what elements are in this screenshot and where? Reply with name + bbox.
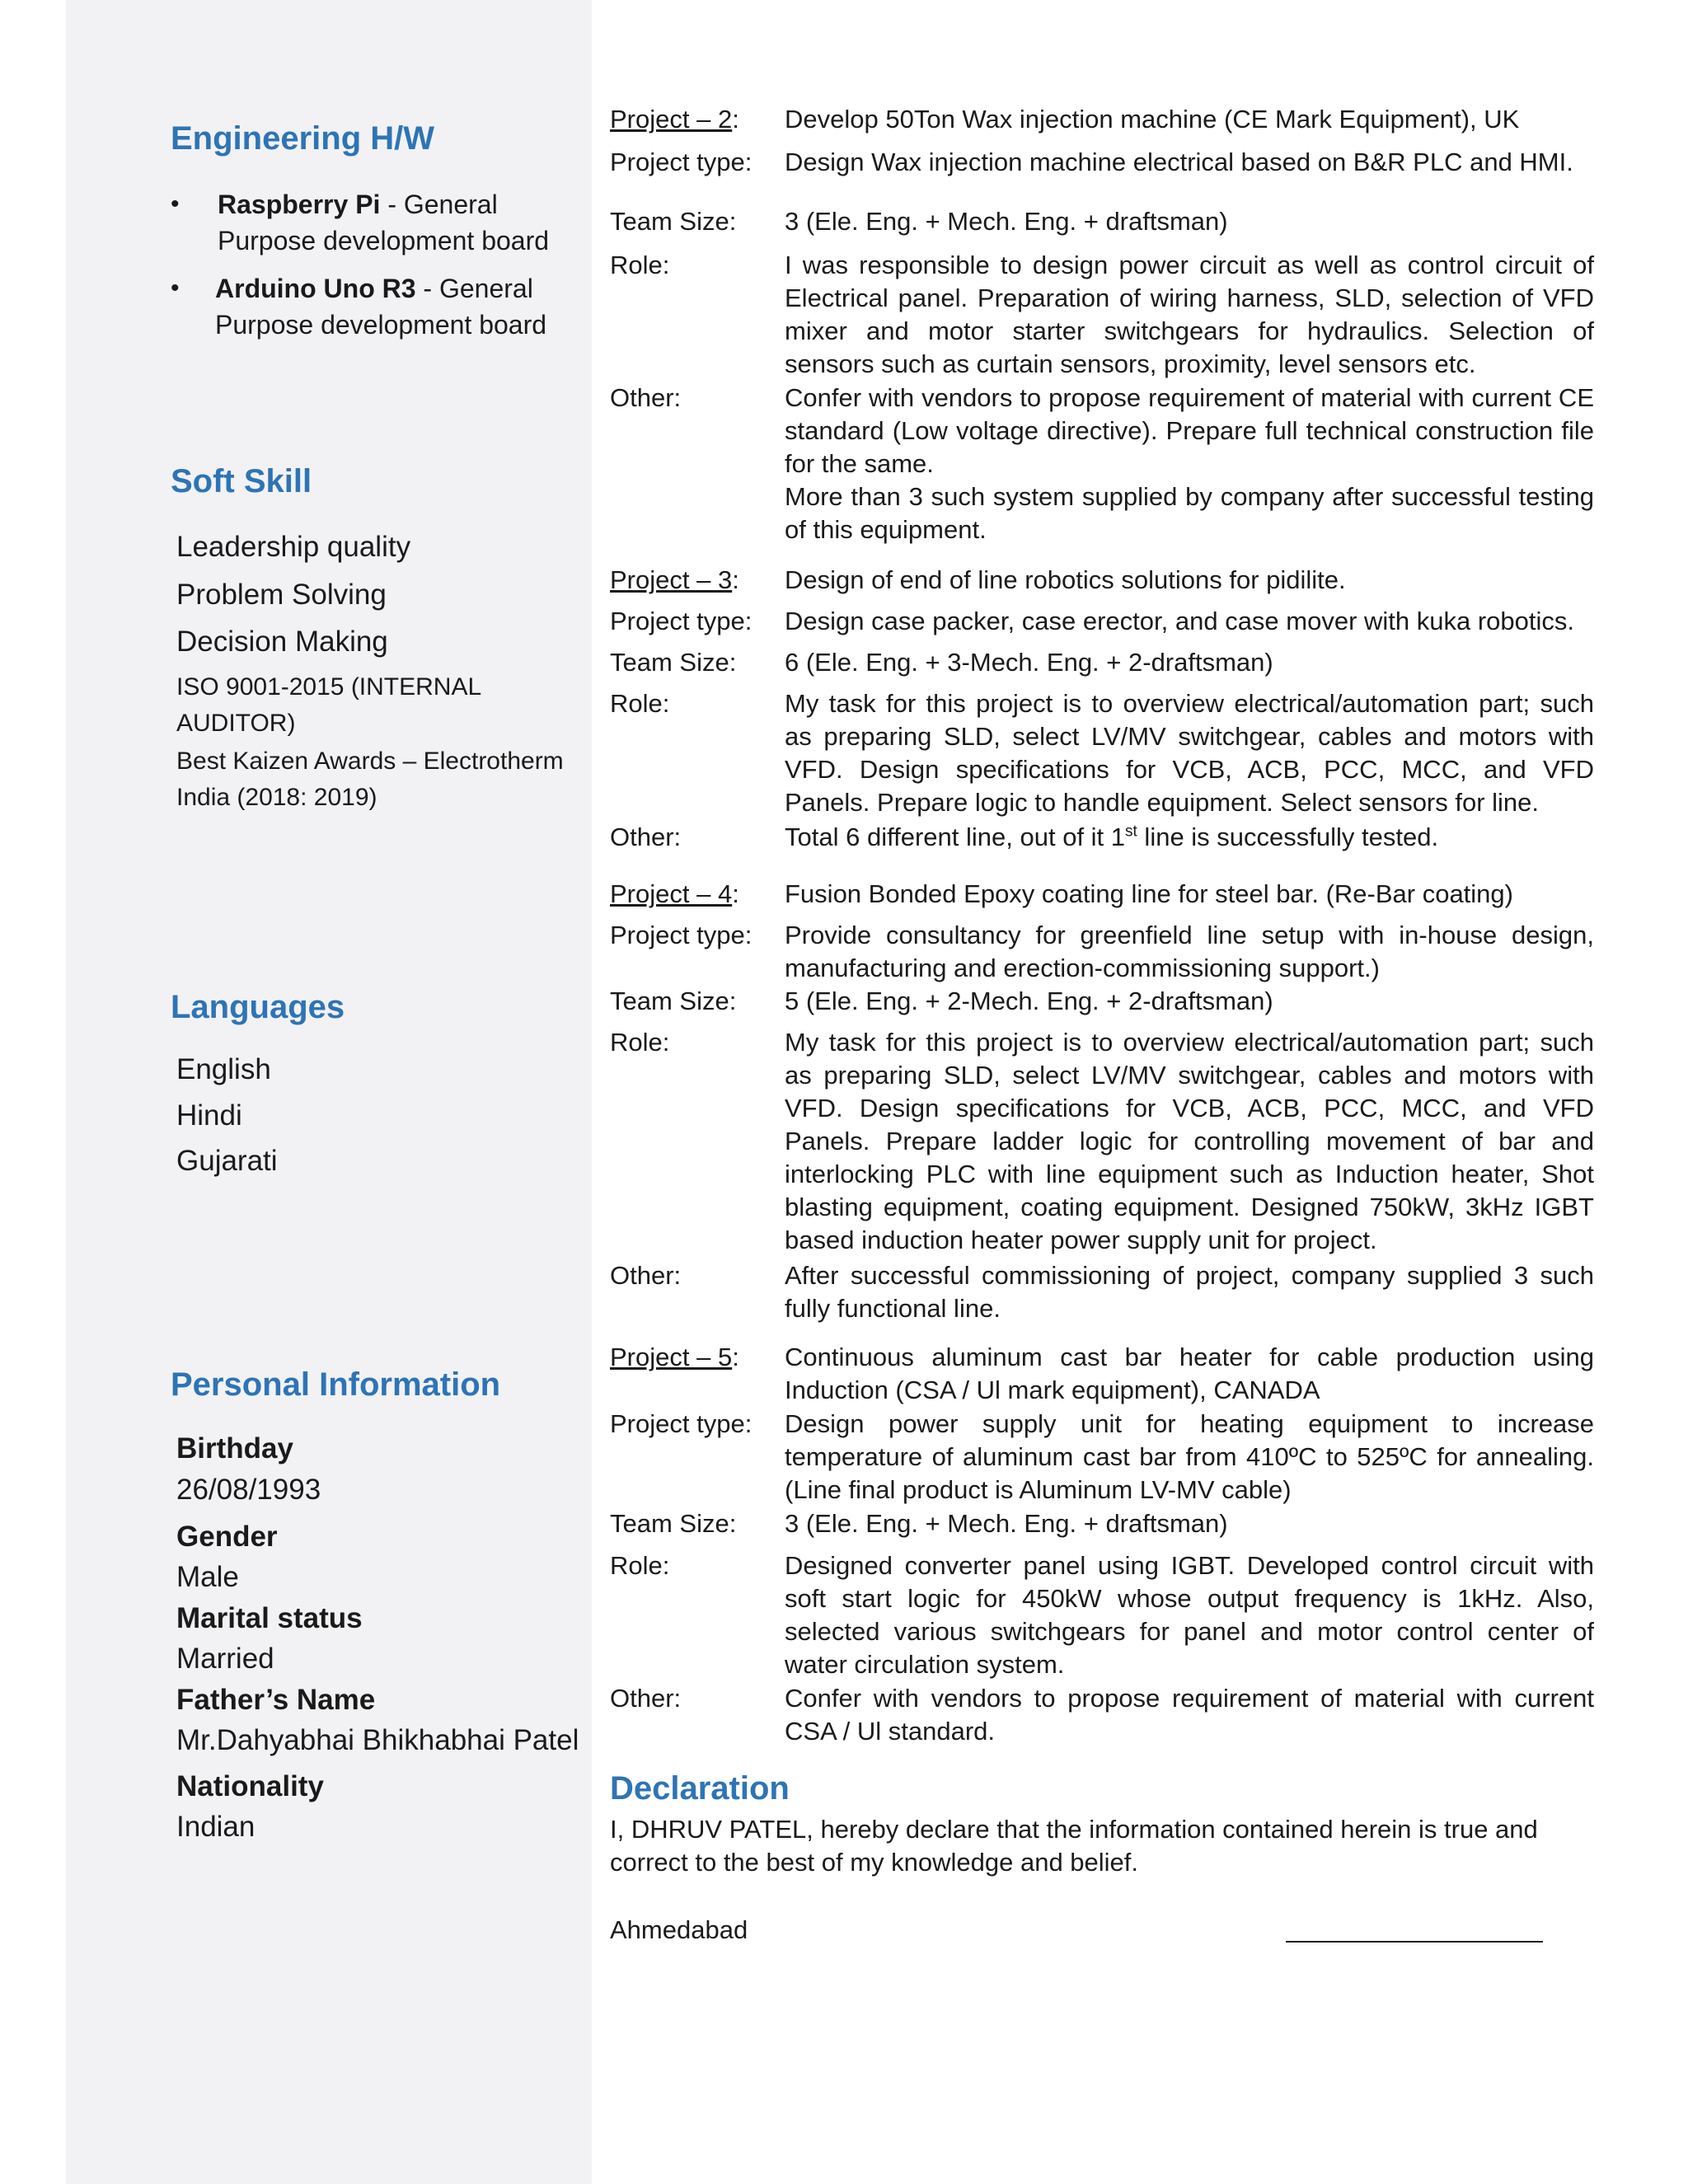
project-4-type: Provide consultancy for greenfield line setup with in-house design, manufacturing and erection-commissioning support.) bbox=[785, 921, 1594, 982]
project-4-other: After successful commissioning of project, company supplied 3 such fully functional line. bbox=[785, 1261, 1594, 1323]
list-item-arduino bbox=[215, 270, 594, 343]
father-name-value: Mr.Dahyabhai Bhikhabhai Patel bbox=[176, 1724, 579, 1756]
project-3-other: Total 6 different line, out of it 1st line is successfully tested. bbox=[785, 823, 1439, 851]
declaration-place: Ahmedabad bbox=[610, 1915, 748, 1944]
project-3-type: Design case packer, case erector, and case mover with kuka robotics. bbox=[785, 607, 1575, 635]
project-5-role: Designed converter panel using IGBT. Developed control circuit with soft start logic for 450kW whose output frequency is 1kHz. Also, selected various switchgears for panel and motor control center of water circulation system. bbox=[785, 1551, 1594, 1679]
project-2-type: Design Wax injection machine electrical based on B&R PLC and HMI. bbox=[785, 148, 1573, 176]
role-label: Role: bbox=[610, 1551, 670, 1580]
project-5-title: Continuous aluminum cast bar heater for cable production using Induction (CSA / Ul mark equipment), CANADA bbox=[785, 1343, 1594, 1404]
gender-label: Gender bbox=[176, 1521, 278, 1553]
hw-item-name: Raspberry Pi bbox=[218, 190, 381, 219]
marital-status-label: Marital status bbox=[176, 1602, 363, 1634]
project-4-title: Fusion Bonded Epoxy coating line for steel bar. (Re-Bar coating) bbox=[785, 879, 1513, 908]
father-name-label: Father’s Name bbox=[176, 1684, 376, 1716]
project-5-other: Confer with vendors to propose requirement of material with current CSA / Ul standard. bbox=[785, 1684, 1594, 1746]
other-label: Other: bbox=[610, 383, 682, 412]
section-title-soft-skill: Soft Skill bbox=[171, 463, 312, 499]
role-label: Role: bbox=[610, 689, 670, 718]
bullet-icon: • bbox=[171, 274, 180, 302]
declaration-text: I, DHRUV PATEL, hereby declare that the information contained herein is true and correct to the best of my knowledge and belief. bbox=[610, 1815, 1538, 1877]
project-2-other bbox=[785, 382, 1594, 546]
skill-item: Best Kaizen Awards – Electrotherm India (2018: 2019) bbox=[176, 748, 564, 811]
team-size-label: Team Size: bbox=[610, 1509, 737, 1538]
role-label: Role: bbox=[610, 251, 670, 279]
hw-item-desc: - General bbox=[380, 190, 498, 219]
other-label: Other: bbox=[610, 1684, 682, 1713]
skill-item: Problem Solving bbox=[176, 579, 387, 611]
hw-item-desc: Purpose development board bbox=[218, 226, 550, 255]
section-title-declaration: Declaration bbox=[610, 1770, 790, 1807]
project-2-team: 3 (Ele. Eng. + Mech. Eng. + draftsman) bbox=[785, 207, 1228, 236]
project-5-label: Project – 5: bbox=[610, 1343, 739, 1371]
language-item: Hindi bbox=[176, 1099, 242, 1132]
project-3-team: 6 (Ele. Eng. + 3-Mech. Eng. + 2-draftsman) bbox=[785, 648, 1273, 677]
other-label: Other: bbox=[610, 1261, 682, 1290]
language-item: English bbox=[176, 1053, 271, 1085]
project-4-label: Project – 4: bbox=[610, 879, 739, 908]
project-4-role: My task for this project is to overview electrical/automation part; such as preparing SLD, select LV/MV switchgear, cables and motors with VFD. Design specifications for VCB, ACB, PCC, MCC, and VFD Panels. Prepare ladder logic for controlling movement of bar and interlocking PLC with line equipment such as Induction heater, Shot blasting equipment, coating equipment. Designed 750kW, 3kHz IGBT based induction heater power supply unit for project. bbox=[785, 1028, 1594, 1254]
signature-line bbox=[1286, 1941, 1543, 1943]
hw-item-desc: Purpose development board bbox=[215, 310, 547, 340]
hw-item-desc: - General bbox=[415, 274, 533, 303]
marital-status-value: Married bbox=[176, 1643, 274, 1675]
project-3-role: My task for this project is to overview electrical/automation part; such as preparing SLD, select LV/MV switchgear, cables and motors with VFD. Design specifications for VCB, ACB, PCC, MCC, and VFD Panels. Prepare logic to handle equipment. Select sensors for line. bbox=[785, 689, 1594, 817]
project-type-label: Project type: bbox=[610, 1409, 753, 1438]
project-3-title: Design of end of line robotics solutions for pidilite. bbox=[785, 565, 1346, 594]
project-5-team: 3 (Ele. Eng. + Mech. Eng. + draftsman) bbox=[785, 1509, 1228, 1538]
other-label: Other: bbox=[610, 823, 682, 851]
skill-item: Leadership quality bbox=[176, 531, 411, 563]
project-type-label: Project type: bbox=[610, 921, 753, 949]
skill-item: ISO 9001-2015 (INTERNAL AUDITOR) bbox=[176, 673, 481, 737]
section-title-personal-information: Personal Information bbox=[171, 1366, 501, 1403]
gender-value: Male bbox=[176, 1561, 239, 1593]
team-size-label: Team Size: bbox=[610, 207, 737, 236]
project-3-label: Project – 3: bbox=[610, 565, 739, 594]
team-size-label: Team Size: bbox=[610, 648, 737, 677]
hw-item-name: Arduino Uno R3 bbox=[215, 274, 416, 303]
skill-item: Decision Making bbox=[176, 626, 388, 658]
birthday-label: Birthday bbox=[176, 1432, 293, 1465]
project-2-title: Develop 50Ton Wax injection machine (CE Mark Equipment), UK bbox=[785, 105, 1520, 134]
project-2-label: Project – 2: bbox=[610, 105, 739, 134]
project-2-role: I was responsible to design power circuit as well as control circuit of Electrical panel. Preparation of wiring harness, SLD, selection of VFD mixer and motor starter switchgears for hydraulics. Selection of sensors such as curtain sensors, proximity, level sensors etc. bbox=[785, 251, 1594, 378]
team-size-label: Team Size: bbox=[610, 987, 737, 1015]
project-5-type: Design power supply unit for heating equipment to increase temperature of aluminum cast bar from 410ºC to 525ºC for annealing. (Line final product is Aluminum LV-MV cable) bbox=[785, 1409, 1594, 1504]
role-label: Role: bbox=[610, 1028, 670, 1057]
language-item: Gujarati bbox=[176, 1145, 278, 1177]
list-item-raspberry-pi bbox=[218, 186, 597, 259]
section-title-languages: Languages bbox=[171, 989, 345, 1025]
birthday-value: 26/08/1993 bbox=[176, 1474, 321, 1506]
section-title-engineering-hw: Engineering H/W bbox=[171, 120, 434, 157]
nationality-value: Indian bbox=[176, 1811, 256, 1843]
project-type-label: Project type: bbox=[610, 148, 753, 176]
bullet-icon: • bbox=[171, 190, 180, 218]
nationality-label: Nationality bbox=[176, 1770, 324, 1802]
project-2-other-text: Confer with vendors to propose requirement of material with current CE standard (Low voltage directive). Prepare full technical construction file for the same. bbox=[785, 383, 1594, 478]
project-2-other-text-2: More than 3 such system supplied by company after successful testing of this equipment. bbox=[785, 482, 1594, 544]
project-type-label: Project type: bbox=[610, 607, 753, 635]
project-4-team: 5 (Ele. Eng. + 2-Mech. Eng. + 2-draftsman) bbox=[785, 987, 1273, 1015]
